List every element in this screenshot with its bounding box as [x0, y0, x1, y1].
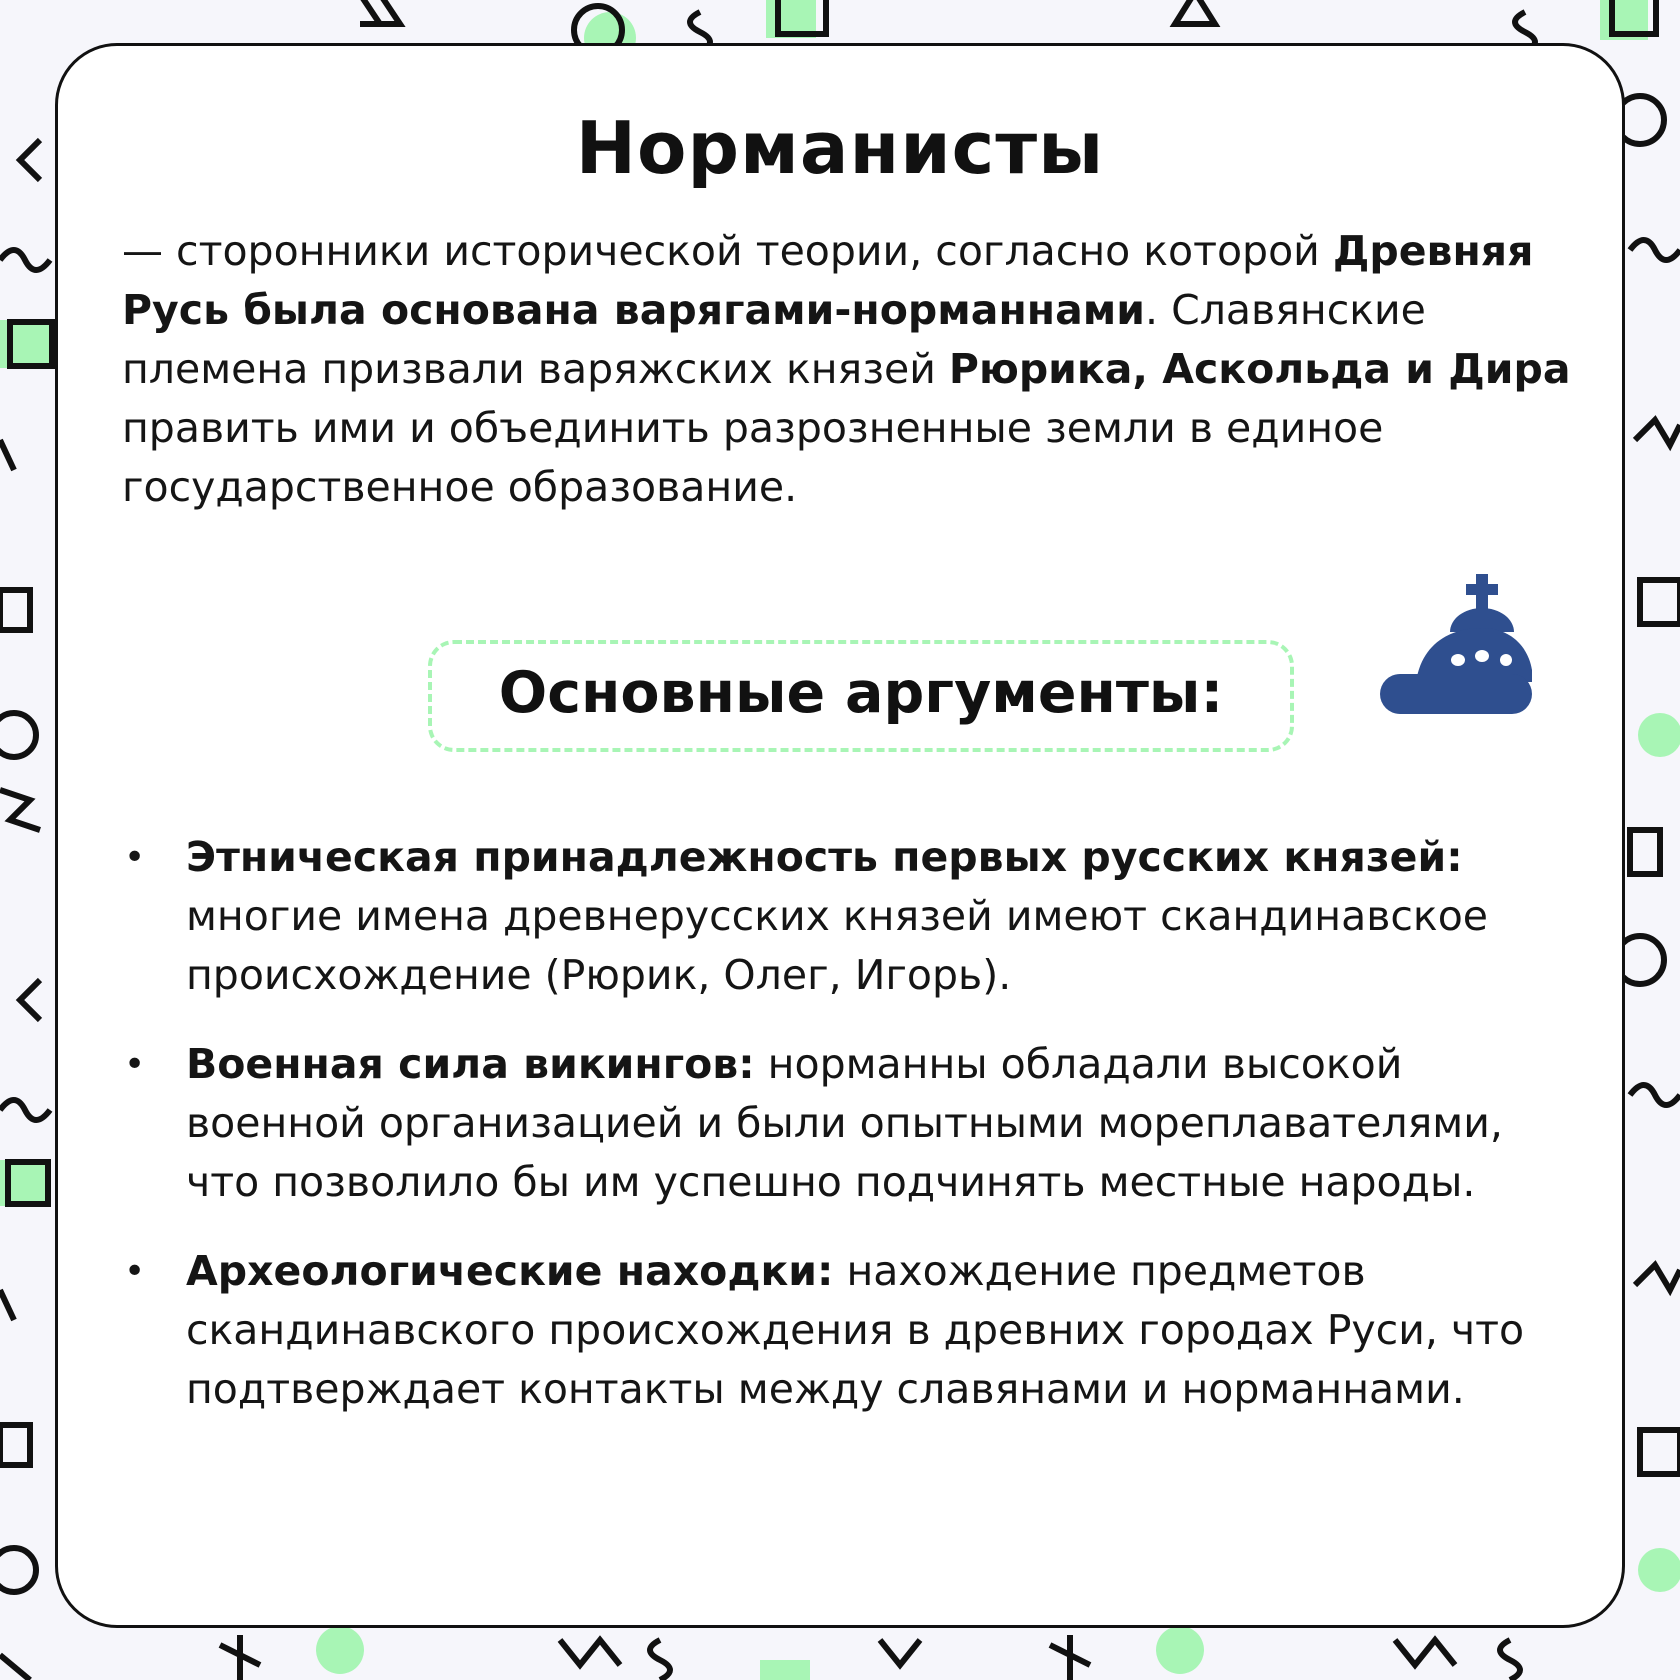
bullet: • [124, 1044, 146, 1085]
list-item [124, 828, 1544, 1005]
bullet: • [124, 837, 146, 878]
argument-text: многие имена древнерусских князей имеют скандинавское происхождение (Рюрик, Олег, Игорь). [186, 892, 1489, 999]
page-title: Норманисты [575, 106, 1105, 190]
list-item [124, 1035, 1544, 1212]
bullet: • [124, 1251, 146, 1292]
arguments-heading: Основные аргументы: [498, 660, 1224, 726]
intro-text-2: . Славянские племена призвали варяжских князей [122, 286, 1426, 393]
monomakh-cap-icon [1372, 570, 1532, 720]
argument-label: Археологические находки: [186, 1247, 834, 1295]
arguments-heading-box [428, 640, 1294, 752]
argument-label: Этническая принадлежность первых русских князей: [186, 833, 1463, 881]
argument-text: норманны обладали высокой военной организацией и были опытными мореплавателями, что позволило бы им успешно подчинять местные народы. [186, 1040, 1503, 1206]
intro-bold-1: Древняя Русь была основана варягами-норманнами [122, 227, 1534, 334]
arguments-list [124, 828, 1544, 1449]
intro-text-1: — сторонники исторической теории, согласно которой [122, 227, 1333, 275]
intro-paragraph [122, 222, 1602, 517]
list-item [124, 1242, 1544, 1419]
argument-label: Военная сила викингов: [186, 1040, 755, 1088]
intro-bold-2: Рюрика, Аскольда и Дира [948, 345, 1571, 393]
argument-text: нахождение предметов скандинавского происхождения в древних городах Руси, что подтверждает контакты между славянами и норманнами. [186, 1247, 1525, 1413]
intro-text-3: править ими и объединить разрозненные земли в единое государственное образование. [122, 404, 1384, 511]
